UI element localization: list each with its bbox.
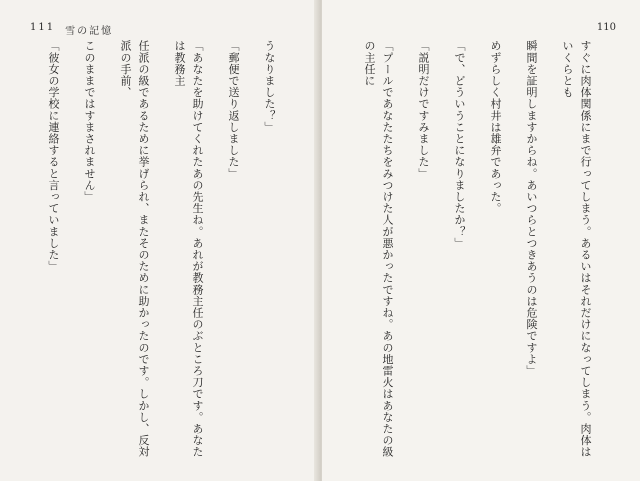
running-title: 雪の記憶: [65, 26, 114, 37]
right-page-number: 110: [596, 22, 616, 33]
text-line: 瞬間を証明しますからね。あいつらとつきあうのは危険ですよ」: [525, 40, 538, 377]
text-line: めずらしく村井は雄弁であった。: [489, 40, 502, 214]
left-page: [0, 0, 318, 481]
right-page: [322, 0, 640, 481]
text-line: すぐに肉体関係にまで行ってしまう。あるいはそれだけになってしまう。肉体はいくらとも: [561, 40, 592, 458]
left-page-header: [30, 22, 113, 37]
text-line: このままではすまされません」: [83, 40, 96, 203]
right-page-body: [342, 40, 612, 465]
text-line: 「プールであなたたちをみつけた人が悪かったですね。あの地雷火はあなたの級の主任に: [363, 40, 394, 458]
text-line: 「郵便で送り返しました」: [227, 40, 240, 180]
text-line: 任派の級であるために挙げられ、またそのために助かったのです。しかし、反対派の手前、: [119, 40, 150, 458]
text-line: [24, 40, 26, 465]
right-page-header: [597, 22, 616, 33]
left-page-body: [24, 40, 296, 465]
text-line: うなりました？」: [263, 40, 276, 133]
left-page-number: 111: [30, 22, 56, 33]
text-line: 「あなたを助けてくれたあの先生ね。あれが教務主任のぶところ刀です。あなたは教務主: [173, 40, 204, 458]
text-line: 「説明だけですみました」: [417, 40, 430, 180]
text-line: 「彼女の学校に連絡すると言っていました」: [47, 40, 60, 272]
text-line: 「で、どういうことになりましたか？」: [453, 40, 466, 249]
